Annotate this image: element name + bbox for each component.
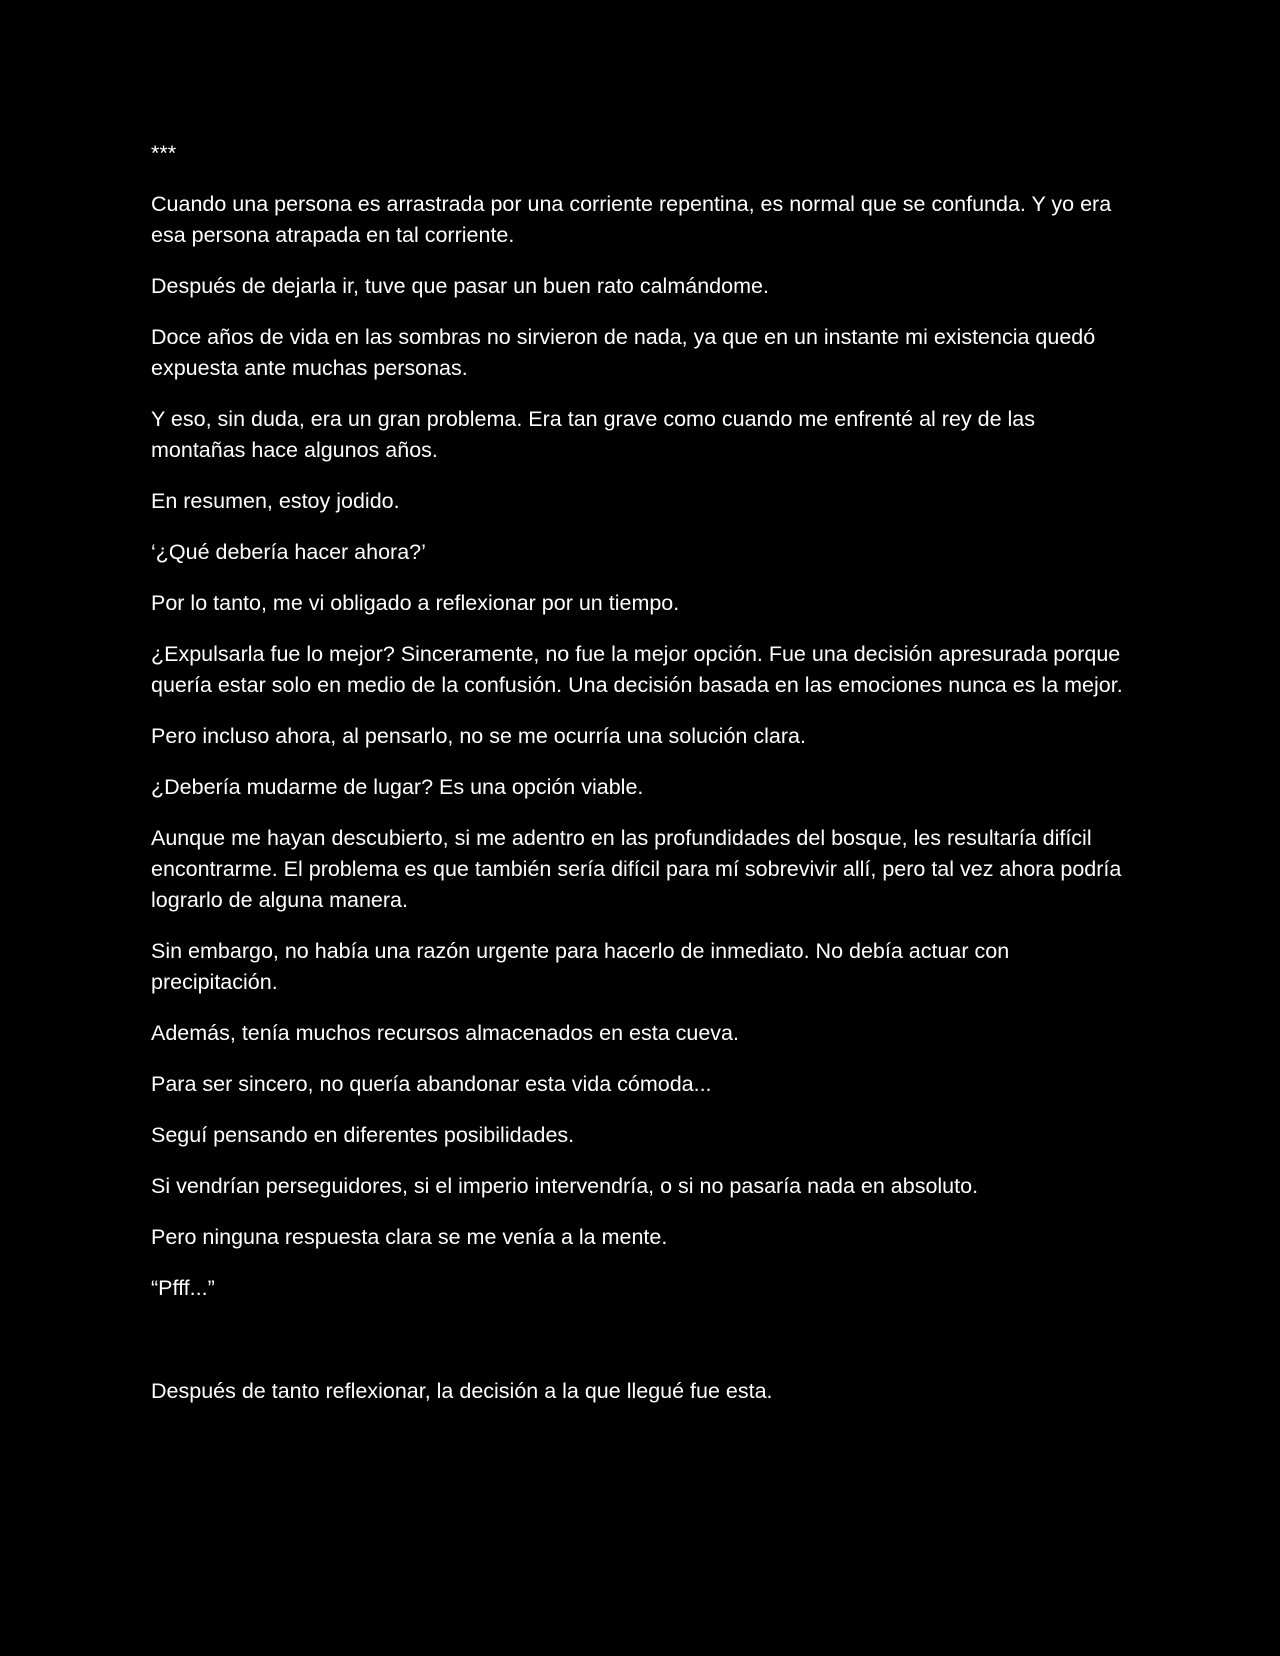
paragraph: Pero ninguna respuesta clara se me venía a la mente.: [151, 1225, 668, 1249]
paragraph: Seguí pensando en diferentes posibilidades.: [151, 1123, 575, 1147]
paragraph: ¿Expulsarla fue lo mejor? Sinceramente, no fue la mejor opción. Fue una decisión apresurada porque quería estar solo en medio de la confusión. Una decisión basada en las emociones nunca es la mejor.: [151, 642, 1123, 697]
paragraph: Además, tenía muchos recursos almacenados en esta cueva.: [151, 1021, 739, 1045]
paragraph: Por lo tanto, me vi obligado a reflexionar por un tiempo.: [151, 591, 680, 615]
paragraph: Sin embargo, no había una razón urgente para hacerlo de inmediato. No debía actuar con precipitación.: [151, 939, 1010, 994]
paragraph: Después de tanto reflexionar, la decisión a la que llegué fue esta.: [151, 1379, 773, 1403]
paragraph: Si vendrían perseguidores, si el imperio intervendría, o si no pasaría nada en absoluto.: [151, 1174, 979, 1198]
paragraph: “Pfff...”: [151, 1276, 215, 1300]
paragraph: Y eso, sin duda, era un gran problema. Era tan grave como cuando me enfrenté al rey de las montañas hace algunos años.: [151, 407, 1036, 462]
paragraph: Para ser sincero, no quería abandonar esta vida cómoda...: [151, 1072, 712, 1096]
paragraph: Pero incluso ahora, al pensarlo, no se me ocurría una solución clara.: [151, 724, 806, 748]
paragraph: En resumen, estoy jodido.: [151, 489, 400, 513]
document-page: [151, 138, 1131, 1427]
paragraph: Aunque me hayan descubierto, si me adentro en las profundidades del bosque, les resultaría difícil encontrarme. El problema es que también sería difícil para mí sobrevivir allí, pero tal vez ahora podría lograrlo de alguna manera.: [151, 826, 1122, 912]
paragraph: Cuando una persona es arrastrada por una corriente repentina, es normal que se confunda. Y yo era esa persona atrapada en tal corriente.: [151, 192, 1112, 247]
paragraph: ‘¿Qué debería hacer ahora?’: [151, 540, 426, 564]
paragraph: ¿Debería mudarme de lugar? Es una opción viable.: [151, 775, 644, 799]
section-separator: ***: [151, 141, 177, 165]
paragraph: Después de dejarla ir, tuve que pasar un buen rato calmándome.: [151, 274, 769, 298]
paragraph: Doce años de vida en las sombras no sirvieron de nada, ya que en un instante mi existencia quedó expuesta ante muchas personas.: [151, 325, 1096, 380]
blank-gap: [151, 1324, 1131, 1376]
